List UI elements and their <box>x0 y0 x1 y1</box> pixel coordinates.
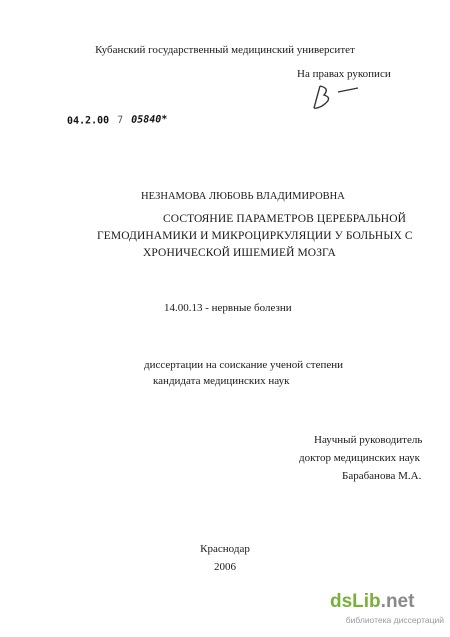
degree-line-2: кандидата медицинских наук <box>153 375 290 387</box>
dslib-logo: dsLib.net <box>330 591 415 612</box>
stamp-date: 04.2.00 <box>66 115 110 127</box>
stamp-separator: 7 <box>117 114 124 126</box>
year: 2006 <box>214 561 236 573</box>
supervisor-label: Научный руководитель <box>314 434 423 446</box>
title-line-3: ХРОНИЧЕСКОЙ ИШЕМИЕЙ МОЗГА <box>143 247 336 259</box>
manuscript-note: На правах рукописи <box>297 68 391 80</box>
signature-mark <box>300 78 370 118</box>
registration-stamp: 04.2.00 7 05840* <box>66 114 168 127</box>
university-name: Кубанский государственный медицинский университет <box>95 44 355 56</box>
supervisor-name: Барабанова М.А. <box>342 470 422 482</box>
stamp-number: 05840 <box>131 114 162 126</box>
author-name: НЕЗНАМОВА ЛЮБОВЬ ВЛАДИМИРОВНА <box>141 191 345 202</box>
specialty-code: 14.00.13 - нервные болезни <box>164 302 292 314</box>
title-line-2: ГЕМОДИНАМИКИ И МИКРОЦИРКУЛЯЦИИ У БОЛЬНЫХ С <box>97 230 413 242</box>
dslib-watermark <box>330 592 448 632</box>
degree-line-1: диссертации на соискание ученой степени <box>144 359 344 371</box>
supervisor-degree: доктор медицинских наук <box>299 452 420 464</box>
city: Краснодар <box>200 543 250 555</box>
dslib-caption: библиотека диссертаций <box>345 615 444 625</box>
title-line-1: СОСТОЯНИЕ ПАРАМЕТРОВ ЦЕРЕБРАЛЬНОЙ <box>163 213 407 225</box>
